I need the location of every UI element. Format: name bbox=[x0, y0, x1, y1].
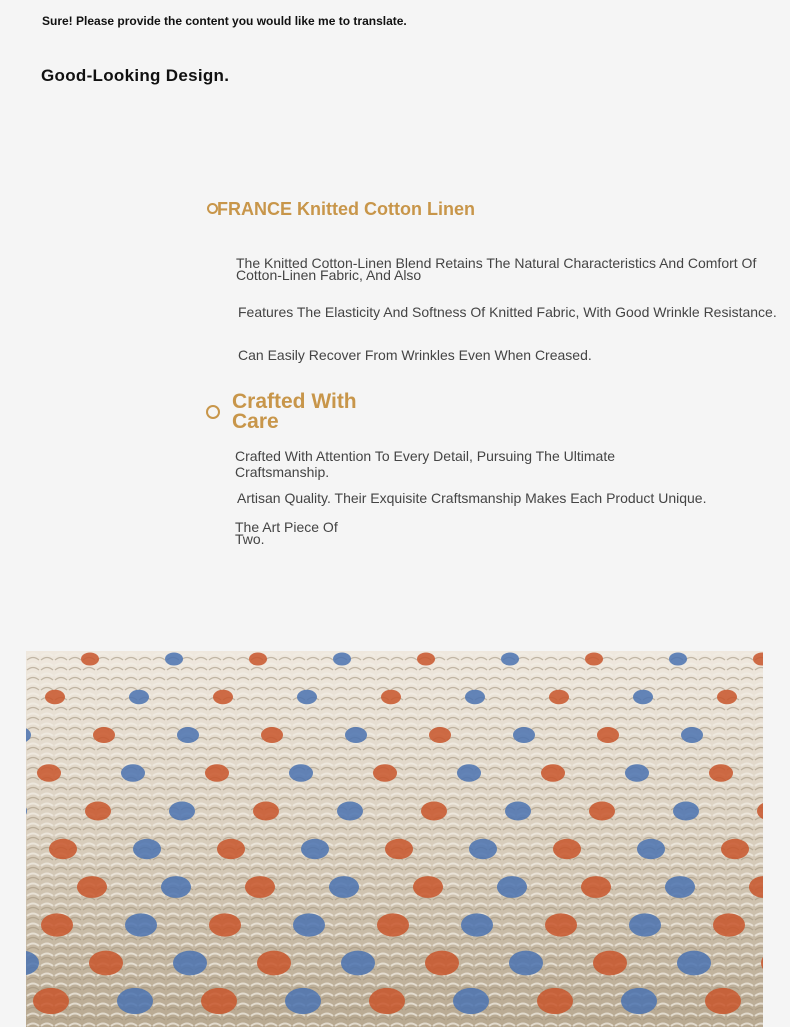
fabric-dot bbox=[289, 764, 313, 781]
fabric-dot bbox=[177, 727, 199, 743]
fabric-dot bbox=[77, 876, 107, 898]
fabric-dot bbox=[85, 802, 111, 821]
fabric-dot bbox=[377, 913, 409, 936]
fabric-dot bbox=[37, 764, 61, 781]
fabric-dot bbox=[705, 988, 741, 1014]
fabric-dot bbox=[117, 988, 153, 1014]
fabric-dot bbox=[217, 839, 245, 859]
craft-description-1: Crafted With Attention To Every Detail, Pursuing The Ultimate Craftsmanship. bbox=[235, 448, 615, 480]
fabric-dot bbox=[49, 839, 77, 859]
fabric-dot bbox=[581, 876, 611, 898]
fabric-dot bbox=[497, 876, 527, 898]
fabric-dot bbox=[45, 690, 65, 705]
fabric-dot bbox=[209, 913, 241, 936]
section-title-craft: Crafted With Care bbox=[232, 390, 357, 433]
circle-bullet-icon bbox=[206, 405, 220, 419]
fabric-dot bbox=[173, 951, 207, 976]
fabric-dot bbox=[249, 652, 267, 665]
fabric-dot bbox=[245, 876, 275, 898]
fabric-dot bbox=[341, 951, 375, 976]
fabric-dot bbox=[713, 913, 745, 936]
fabric-dot bbox=[205, 764, 229, 781]
fabric-dot bbox=[553, 839, 581, 859]
fabric-dot bbox=[257, 951, 291, 976]
fabric-dot bbox=[125, 913, 157, 936]
fabric-dot bbox=[625, 764, 649, 781]
fabric-dot bbox=[593, 951, 627, 976]
fabric-dot bbox=[549, 690, 569, 705]
fabric-dot bbox=[133, 839, 161, 859]
fabric-dot bbox=[585, 652, 603, 665]
fabric-dot bbox=[461, 913, 493, 936]
fabric-dot bbox=[165, 652, 183, 665]
fabric-dot bbox=[513, 727, 535, 743]
fabric-dot bbox=[429, 727, 451, 743]
fabric-dot bbox=[589, 802, 615, 821]
fabric-dot bbox=[33, 988, 69, 1014]
fabric-dot bbox=[81, 652, 99, 665]
fabric-texture-svg bbox=[26, 651, 763, 1027]
page-heading: Good-Looking Design. bbox=[41, 66, 230, 85]
fabric-dot bbox=[417, 652, 435, 665]
fabric-dot bbox=[253, 802, 279, 821]
fabric-dot bbox=[373, 764, 397, 781]
fabric-dot bbox=[161, 876, 191, 898]
fabric-dot bbox=[629, 913, 661, 936]
fabric-dot bbox=[41, 913, 73, 936]
fabric-dot bbox=[425, 951, 459, 976]
fabric-dot bbox=[337, 802, 363, 821]
fabric-dot bbox=[505, 802, 531, 821]
fabric-dot bbox=[681, 727, 703, 743]
fabric-dot bbox=[537, 988, 573, 1014]
fabric-description-1: The Knitted Cotton-Linen Blend Retains The Natural Characteristics And Comfort Of Cotton-Linen Fabric, And Also bbox=[236, 255, 757, 283]
fabric-dot bbox=[297, 690, 317, 705]
fabric-dot bbox=[201, 988, 237, 1014]
fabric-texture-image bbox=[26, 651, 763, 1027]
fabric-dot bbox=[597, 727, 619, 743]
fabric-dot bbox=[385, 839, 413, 859]
fabric-dot bbox=[465, 690, 485, 705]
craft-description-2: Artisan Quality. Their Exquisite Craftsmanship Makes Each Product Unique. bbox=[237, 490, 707, 506]
fabric-dot bbox=[89, 951, 123, 976]
fabric-dot bbox=[669, 652, 687, 665]
fabric-dot bbox=[453, 988, 489, 1014]
fabric-dot bbox=[333, 652, 351, 665]
fabric-dot bbox=[709, 764, 733, 781]
top-note: Sure! Please provide the content you would like me to translate. bbox=[42, 14, 407, 28]
fabric-dot bbox=[545, 913, 577, 936]
fabric-dot bbox=[637, 839, 665, 859]
fabric-dot bbox=[301, 839, 329, 859]
craft-description-3: The Art Piece Of Two. bbox=[235, 519, 338, 547]
fabric-dot bbox=[261, 727, 283, 743]
fabric-dot bbox=[213, 690, 233, 705]
fabric-dot bbox=[621, 988, 657, 1014]
section-title-fabric: FRANCE Knitted Cotton Linen bbox=[217, 199, 475, 219]
fabric-description-3: Can Easily Recover From Wrinkles Even When Creased. bbox=[238, 347, 592, 363]
fabric-dot bbox=[381, 690, 401, 705]
fabric-dot bbox=[293, 913, 325, 936]
fabric-dot bbox=[413, 876, 443, 898]
fabric-dot bbox=[345, 727, 367, 743]
fabric-dot bbox=[633, 690, 653, 705]
fabric-dot bbox=[677, 951, 711, 976]
fabric-dot bbox=[369, 988, 405, 1014]
fabric-dot bbox=[509, 951, 543, 976]
fabric-dot bbox=[169, 802, 195, 821]
fabric-dot bbox=[541, 764, 565, 781]
fabric-description-2: Features The Elasticity And Softness Of Knitted Fabric, With Good Wrinkle Resistance. bbox=[238, 304, 777, 320]
fabric-dot bbox=[717, 690, 737, 705]
fabric-dot bbox=[421, 802, 447, 821]
fabric-dot bbox=[121, 764, 145, 781]
fabric-dot bbox=[665, 876, 695, 898]
fabric-dot bbox=[329, 876, 359, 898]
fabric-dot bbox=[673, 802, 699, 821]
fabric-dot bbox=[457, 764, 481, 781]
fabric-dot bbox=[285, 988, 321, 1014]
fabric-dot bbox=[721, 839, 749, 859]
fabric-dot bbox=[129, 690, 149, 705]
fabric-dot bbox=[501, 652, 519, 665]
fabric-dot bbox=[469, 839, 497, 859]
fabric-dot bbox=[93, 727, 115, 743]
